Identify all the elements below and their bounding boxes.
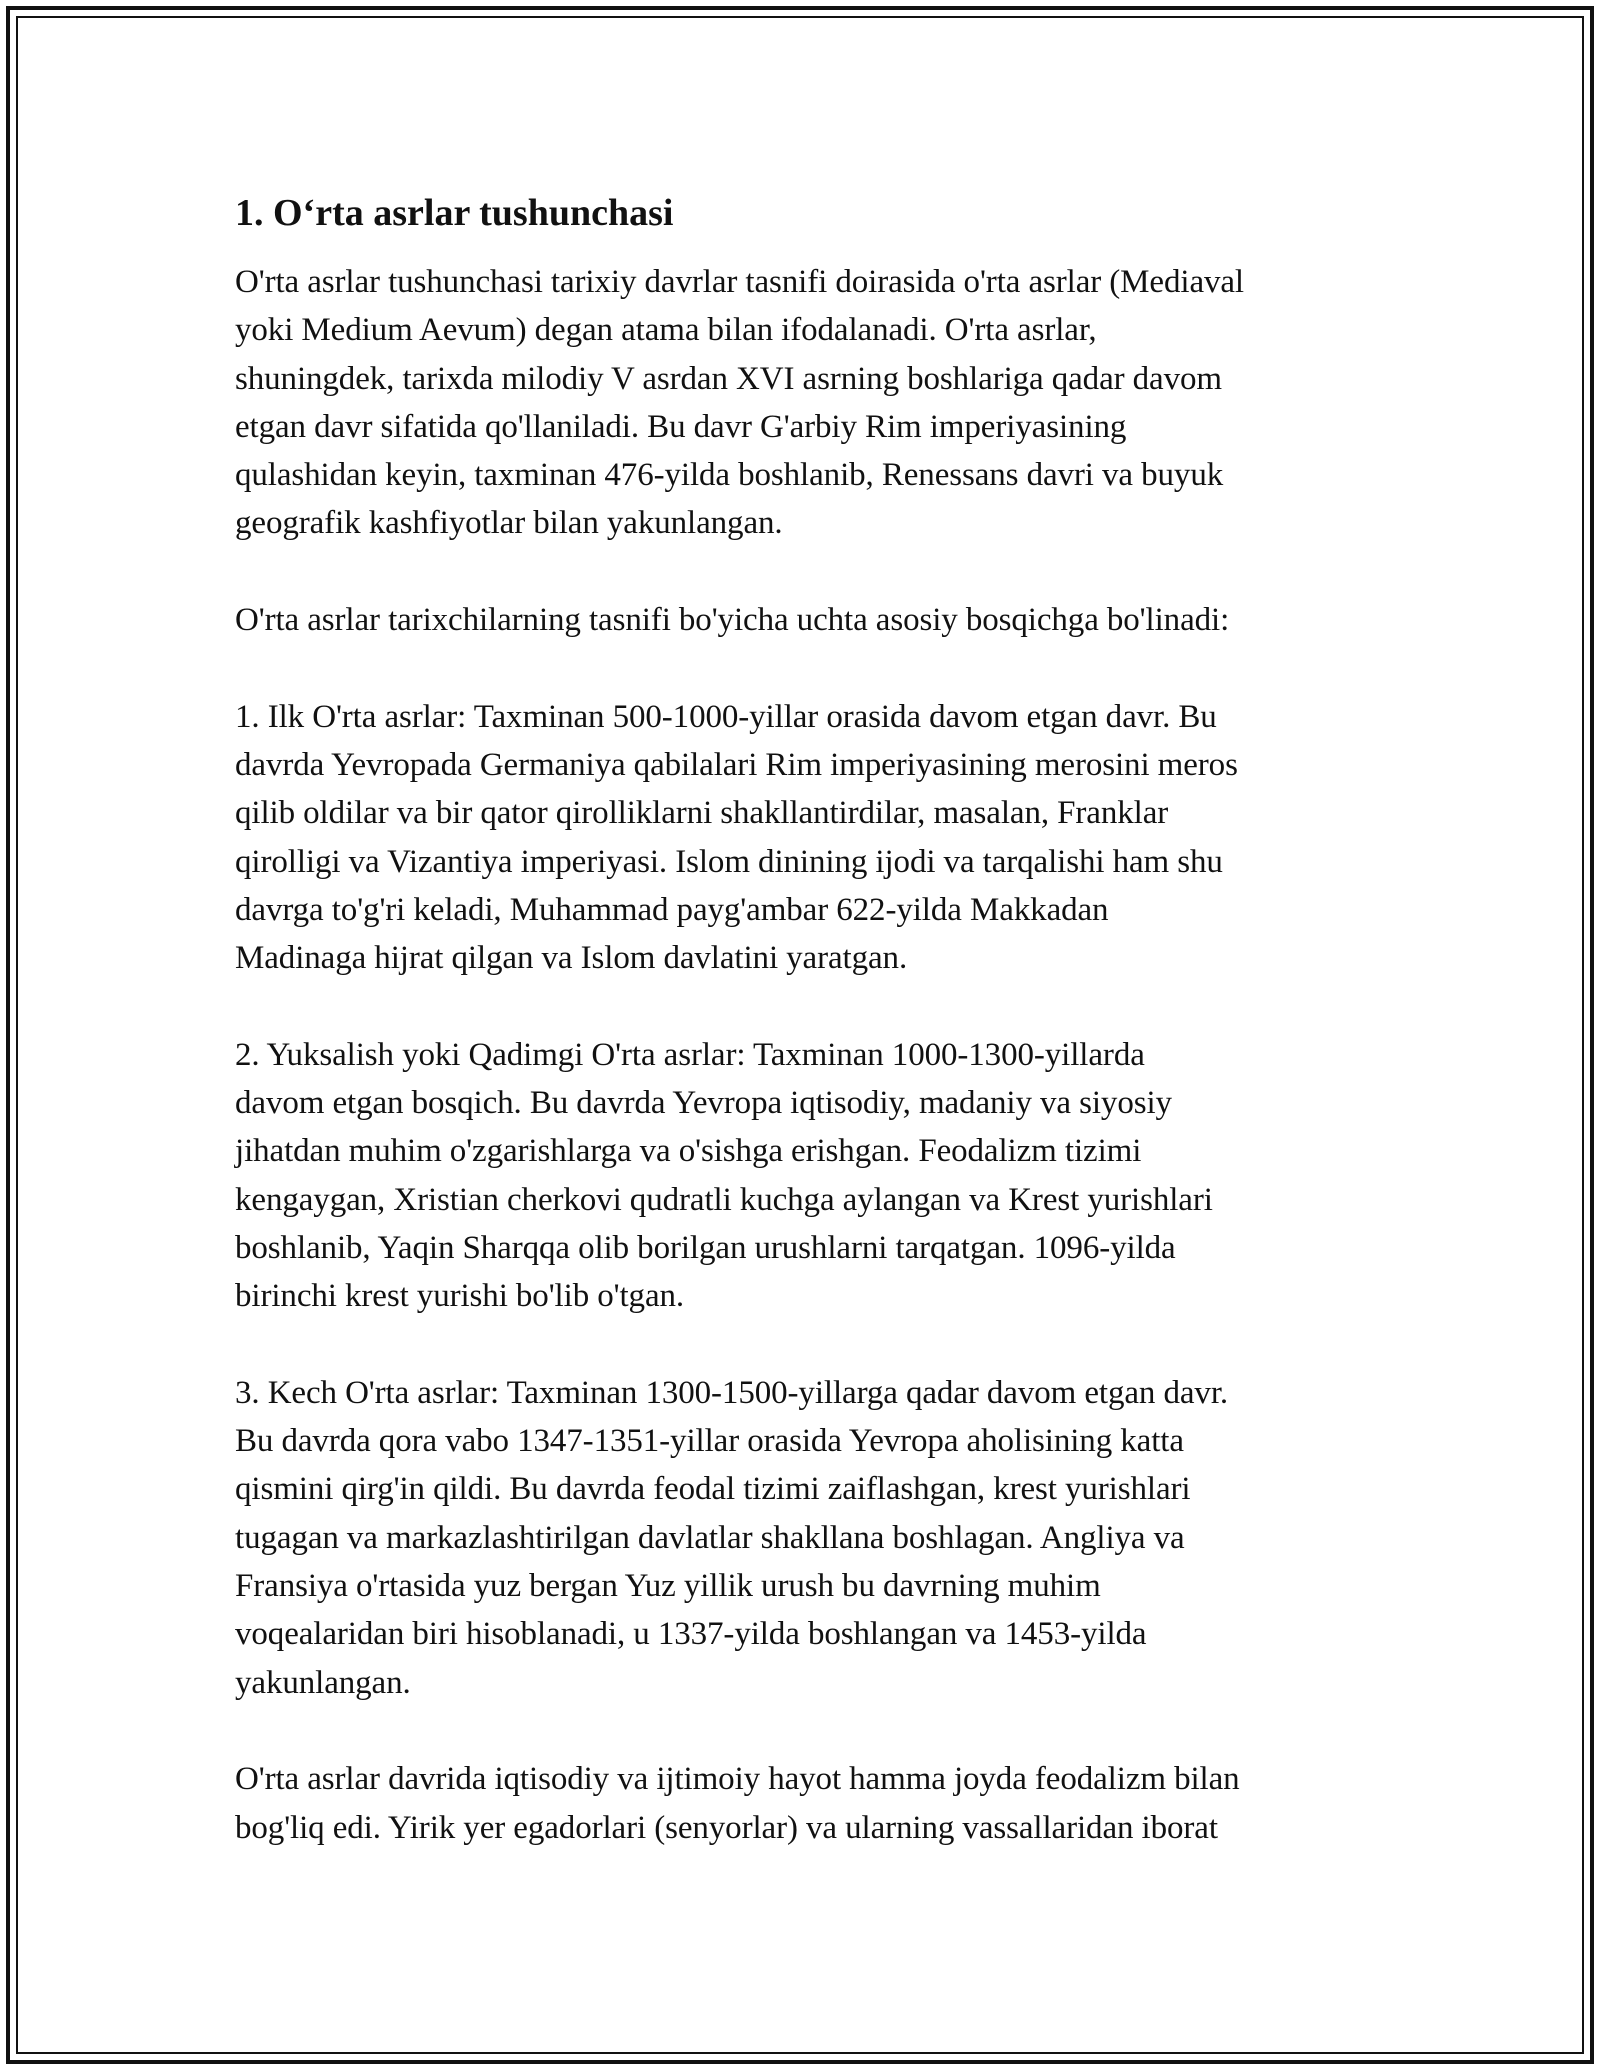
paragraph-late-middle-ages [235,1369,1365,1707]
paragraph-high-middle-ages [235,1031,1365,1321]
text-line: bog'liq edi. Yirik yer egadorlari (senyorlar) va ularning vassallaridan iborat [235,1809,1218,1846]
text-line: davrda Yevropada Germaniya qabilalari Rim imperiyasining merosini meros [235,746,1238,783]
text-line: qismini qirg'in qildi. Bu davrda feodal tizimi zaiflashgan, krest yurishlari [235,1471,1191,1508]
text-line: O'rta asrlar davrida iqtisodiy va ijtimoiy hayot hamma joyda feodalizm bilan [235,1761,1240,1798]
text-line: 2. Yuksalish yoki Qadimgi O'rta asrlar: Taxminan 1000-1300-yillarda [235,1036,1145,1073]
text-line: boshlanib, Yaqin Sharqqa olib borilgan urushlarni tarqatgan. 1096-yilda [235,1229,1176,1266]
paragraph-intro [235,258,1365,548]
text-line: geografik kashfiyotlar bilan yakunlangan. [235,505,783,542]
text-line: 3. Kech O'rta asrlar: Taxminan 1300-1500-yillarga qadar davom etgan davr. [235,1374,1229,1411]
text-line: voqealaridan biri hisoblanadi, u 1337-yilda boshlangan va 1453-yilda [235,1616,1147,1653]
text-line: yakunlangan. [235,1664,411,1701]
text-line: davom etgan bosqich. Bu davrda Yevropa iqtisodiy, madaniy va siyosiy [235,1085,1172,1122]
text-line: shuningdek, tarixda milodiy V asrdan XVI asrning boshlariga qadar davom [235,360,1222,397]
text-line: Fransiya o'rtasida yuz bergan Yuz yillik urush bu davrning muhim [235,1568,1101,1605]
text-line: yoki Medium Aevum) degan atama bilan ifodalanadi. O'rta asrlar, [235,312,1097,349]
section-heading: 1. O‘rta asrlar tushunchasi [235,192,674,234]
text-line: Bu davrda qora vabo 1347-1351-yillar orasida Yevropa aholisining katta [235,1423,1184,1460]
paragraph-feudalism [235,1755,1365,1852]
text-line: kengaygan, Xristian cherkovi qudratli kuchga aylangan va Krest yurishlari [235,1181,1213,1218]
text-line: qirolligi va Vizantiya imperiyasi. Islom dinining ijodi va tarqalishi ham shu [235,843,1223,880]
paragraph-early-middle-ages [235,693,1365,983]
text-line: 1. Ilk O'rta asrlar: Taxminan 500-1000-yillar orasida davom etgan davr. Bu [235,698,1217,735]
paragraph-stages-intro [235,596,1365,644]
text-line: jihatdan muhim o'zgarishlarga va o'sishga erishgan. Feodalizm tizimi [235,1133,1142,1170]
document-body [235,180,1365,1900]
text-line: Madinaga hijrat qilgan va Islom davlatini yaratgan. [235,940,908,977]
text-line: O'rta asrlar tarixchilarning tasnifi bo'yicha uchta asosiy bosqichga bo'linadi: [235,602,1230,639]
text-line: O'rta asrlar tushunchasi tarixiy davrlar tasnifi doirasida o'rta asrlar (Mediaval [235,264,1245,300]
text-line: davrga to'g'ri keladi, Muhammad payg'ambar 622-yilda Makkadan [235,891,1109,928]
text-line: tugagan va markazlashtirilgan davlatlar shakllana boshlagan. Angliya va [235,1519,1185,1556]
text-line: qilib oldilar va bir qator qirolliklarni shakllantirdilar, masalan, Franklar [235,795,1169,832]
text-line: qulashidan keyin, taxminan 476-yilda boshlanib, Renessans davri va buyuk [235,457,1224,494]
text-line: etgan davr sifatida qo'llaniladi. Bu davr G'arbiy Rim imperiyasining [235,408,1127,445]
text-line: birinchi krest yurishi bo'lib o'tgan. [235,1278,685,1315]
